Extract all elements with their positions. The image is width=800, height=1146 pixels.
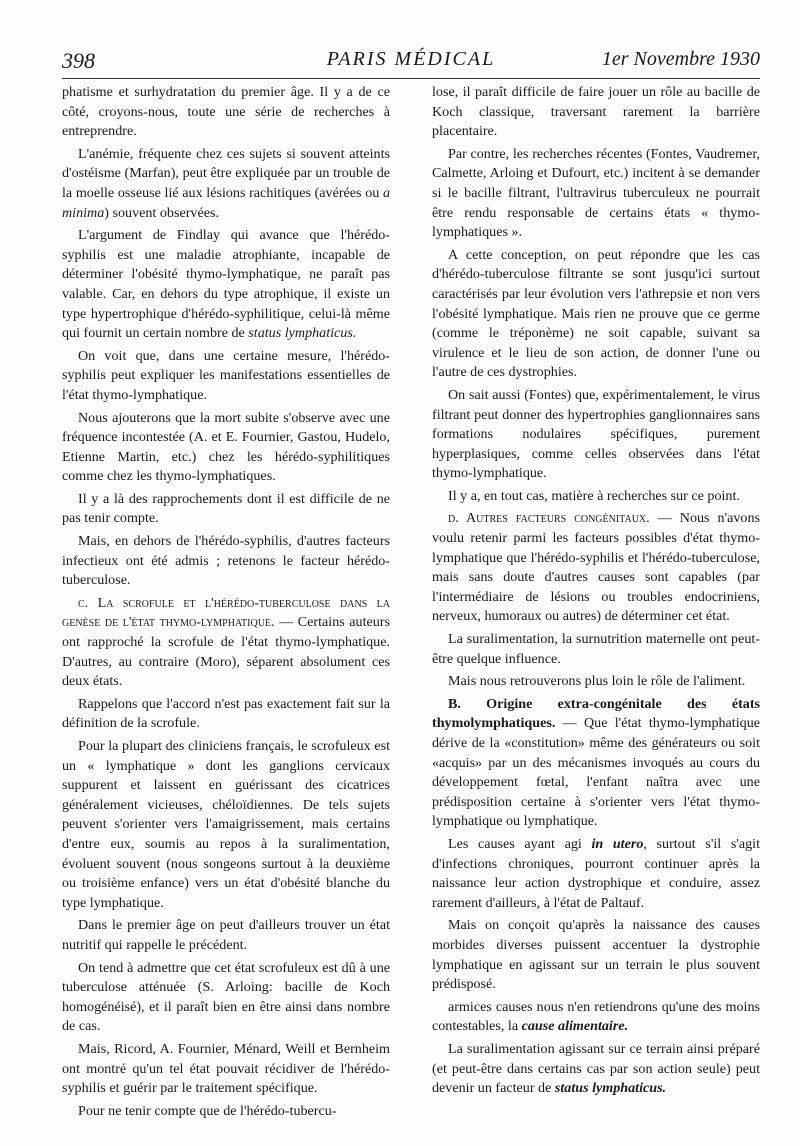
- italic-text: status lymphaticus.: [248, 325, 357, 342]
- running-header: [62, 44, 760, 79]
- paragraph: [62, 145, 390, 223]
- paragraph: Il y a, en tout cas, matière à recherches sur ce point.: [448, 487, 740, 504]
- paragraph: On tend à admettre que cet état scrofuleux est dû à une tuberculose atténuée (S. Arloing: bacille de Koch homogénéisé), et il paraît bien en être ainsi dans nombre de cas.: [62, 959, 390, 1035]
- text-run: — Que l'état thymo-lymphatique dérive de la «constitution» même des générateurs ou soit «acquis» par un des mécanismes invoqués au cours du développement fœtal, l'enfant naîtra avec une prédisposition certaine à s'orienter vers l'état thymo-lymphatique ou lymphatique.: [432, 715, 760, 830]
- italic-text: a minima: [62, 184, 390, 221]
- section-heading: B. Origine extra-congénitale des états thymolymphatiques.: [432, 695, 760, 732]
- text-run: Les causes ayant agi: [448, 835, 592, 852]
- text-run: L'anémie, fréquente chez ces sujets si souvent atteints d'ostéisme (Marfan), peut être expliquée par un trouble de la moelle osseuse lié aux lésions rachitiques (avérées ou: [62, 145, 390, 201]
- journal-title: PARIS MÉDICAL: [326, 48, 496, 70]
- section-paragraph: [432, 695, 760, 832]
- paragraph: [432, 835, 760, 913]
- issue-date: 1er Novembre 1930: [601, 48, 760, 70]
- paragraph: Mais, Ricord, A. Fournier, Ménard, Weill et Bernheim ont montré qu'un tel état pouvait récidiver de l'hérédo-syphilis et guérir par le traitement spécifique.: [62, 1040, 390, 1097]
- section-heading: d. Autres facteurs congénitaux.: [448, 510, 650, 527]
- paragraph: Nous ajouterons que la mort subite s'observe avec une fréquence incontestée (A. et E. Fournier, Gastou, Hudelo, Etienne Martin, etc.) chez les hérédo-syphilitiques comme chez les thymo-lymphatiques.: [62, 409, 390, 485]
- text-run: L'argument de Findlay qui avance que l'hérédo-syphilis est une maladie atrophiante, incapable de déterminer l'obésité thymo-lymphatique, ne paraît pas valable. Car, en dehors du type atrophique, il existe un type hypertrophique d'hérédo-syphilitique, celui-là même qui fournit un certain nombre de: [62, 227, 390, 342]
- paragraph: lose, il paraît difficile de faire jouer un rôle au bacille de Koch classique, traversant rarement la barrière placentaire.: [432, 84, 760, 140]
- page-number: 398: [62, 48, 95, 73]
- italic-text: status lymphaticus.: [554, 1080, 667, 1097]
- text-run: armices causes nous n'en retiendrons qu'une des moins contestables, la: [432, 998, 760, 1035]
- text-run: — Nous n'avons voulu retenir parmi les facteurs possibles d'état thymo-lymphatique que l'hérédo-syphilis et l'hérédo-tuberculose, mais sans doute d'autres causes sont capables (par l'intermédiaire de lésions ou troubles endocriniens, nerveux, humoraux ou autres) de déterminer cet état.: [432, 510, 760, 625]
- paragraph: Mais, en dehors de l'hérédo-syphilis, d'autres facteurs infectieux ont été admis ; retenons le facteur hérédo-tuberculose.: [62, 533, 390, 589]
- paragraph: Pour ne tenir compte que de l'hérédo-tubercu-: [78, 1102, 337, 1119]
- text-run: ) souvent observées.: [104, 204, 219, 221]
- paragraph: Mais on conçoit qu'après la naissance des causes morbides diverses puissent accentuer la dystrophie lymphatique en agissant sur un terrain le plus souvent prédisposé.: [432, 917, 760, 993]
- italic-text: cause alimentaire.: [521, 1018, 629, 1035]
- text-columns: [62, 83, 760, 1124]
- section-paragraph: [62, 594, 390, 692]
- paragraph: Il y a là des rapprochements dont il est difficile de ne pas tenir compte.: [62, 490, 390, 527]
- paragraph: La suralimentation, la surnutrition maternelle ont peut-être quelque influence.: [432, 631, 760, 667]
- left-column: [62, 83, 390, 1124]
- italic-text: in utero: [591, 835, 644, 852]
- paragraph: Dans le premier âge on peut d'ailleurs trouver un état nutritif qui rappelle le précédent.: [62, 917, 390, 953]
- paragraph: [432, 1040, 760, 1099]
- right-column: [432, 83, 760, 1124]
- paragraph: Rappelons que l'accord n'est pas exactement fait sur la définition de la scrofule.: [62, 695, 390, 732]
- text-run: La suralimentation agissant sur ce terrain ainsi préparé (et peut-être dans certains cas par son action seule) peut devenir un facteur de: [432, 1040, 760, 1097]
- paragraph: On sait aussi (Fontes) que, expérimentalement, le virus filtrant peut donner des hypertrophies ganglionnaires sans formations nodulaires spécifiques, purement hyperplasiques, comme celles observées dans l'état thymo-lymphatique.: [432, 386, 760, 482]
- section-heading: c. La scrofule et l'hérédo-tuberculose dans la genèse de l'état thymo-lymphatique.: [62, 594, 390, 631]
- paragraph: Pour la plupart des cliniciens français, le scrofuleux est un « lymphatique » dont les ganglions cervicaux suppurent et laissent en guérissant des cicatrices généralement vicieuses, chéloïdiennes. De tels sujets peuvent s'orienter vers l'amaigrissement, mais certains d'entre eux, soumis au repos à la suralimentation, évoluent souvent (nous songeons surtout à la deuxième ou troisième enfance) vers un état d'obésité blanche du type lymphatique.: [62, 738, 390, 911]
- text-run: — Certains auteurs ont rapproché la scrofule de l'état thymo-lymphatique. D'autres, au contraire (Moro), séparent absolument ces deux états.: [62, 614, 390, 690]
- paragraph: [432, 998, 760, 1037]
- paragraph: On voit que, dans une certaine mesure, l'hérédo-syphilis peut expliquer les manifestations essentielles de l'état thymo-lymphatique.: [62, 347, 390, 403]
- paragraph: phatisme et surhydratation du premier âge. Il y a de ce côté, croyons-nous, toute une série de recherches à entreprendre.: [62, 84, 390, 140]
- paragraph: Par contre, les recherches récentes (Fontes, Vaudremer, Calmette, Arloing et Dufourt, etc.) incitent à se demander si le bacille filtrant, l'ultravirus tuberculeux ne pourrait être rendu responsable de certains états « thymo-lymphatiques ».: [432, 145, 760, 241]
- section-paragraph: [432, 509, 760, 627]
- paragraph: Mais nous retrouverons plus loin le rôle de l'aliment.: [448, 673, 746, 690]
- paragraph: A cette conception, on peut répondre que les cas d'hérédo-tuberculose filtrante se sont jusqu'ici surtout caractérisés par leur évolution vers l'athrepsie et non vers l'obésité lymphatique. Mais rien ne prouve que ce germe (comme le tréponème) ne soit capable, suivant sa virulence et le lieu de son action, de donner l'une ou l'autre de ces dystrophies.: [432, 246, 760, 381]
- paragraph: [62, 226, 390, 344]
- text-run: , surtout s'il s'agit d'infections chroniques, pourront continuer après la naissance leur action dystrophique et conduire, assez rarement d'ailleurs, à l'état de Paltauf.: [432, 835, 760, 911]
